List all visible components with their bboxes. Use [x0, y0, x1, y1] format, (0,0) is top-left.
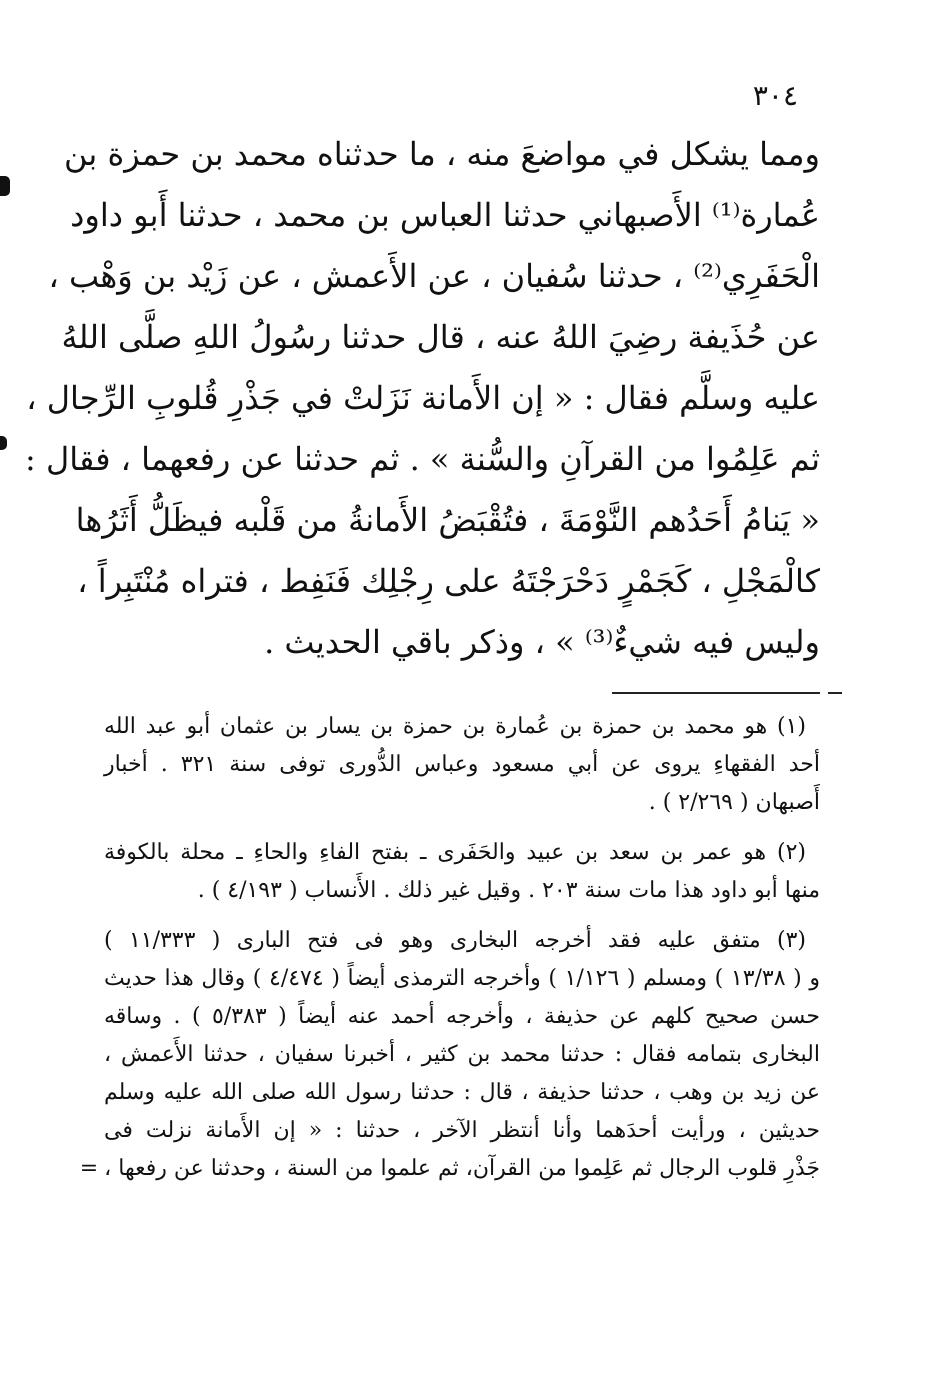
footnote-line: حديثين ، ورأيت أحدَهما وأنا أنتظر الآخر ، حدثنا : « إن الأَمانة نزلت فى — [104, 1118, 820, 1143]
main-text-line: ثم عَلِمُوا من القرآنِ والسُّنة » . ثم حدثنا عن رفعهما ، فقال : — [25, 440, 820, 478]
main-text-line: عن حُذَيفة رضِيَ اللهُ عنه ، قال حدثنا رسُولُ اللهِ صلَّى اللهُ — [61, 318, 820, 356]
footnote-line: و ( ١٣/٣٨ ) ومسلم ( ١/١٢٦ ) وأخرجه الترمذى أيضاً ( ٤/٤٧٤ ) وقال هذا حديث — [104, 966, 820, 991]
footnote-line-last — [79, 1150, 820, 1188]
footnote-line: (١) هو محمد بن حمزة بن عُمارة بن حمزة بن يسار بن عثمان أبو عبد الله — [104, 714, 806, 739]
main-text-block — [25, 124, 820, 673]
main-text-line: ومما يشكل في مواضعَ منه ، ما حدثناه محمد بن حمزة بن — [64, 135, 820, 173]
page-edge-mark — [0, 176, 10, 196]
footnote-divider — [612, 692, 820, 694]
main-text-line: « يَنامُ أَحَدُهم النَّوْمَةَ ، فتُقْبَضُ الأَمانةُ من قَلْبه فيظَلُّ أَثَرُها — [75, 501, 820, 539]
footnotes-section — [79, 708, 820, 1200]
main-text-line: عُمارة⁽¹⁾ الأَصبهاني حدثنا العباس بن محمد ، حدثنا أَبو داود — [70, 196, 820, 234]
footnote-line: عن زيد بن وهب ، حدثنا حذيفة ، قال : حدثنا رسول الله صلى الله عليه وسلم — [104, 1080, 820, 1105]
footnote-divider-dash — [828, 692, 842, 694]
footnote-line: أحد الفقهاءِ يروى عن أبي مسعود وعباس الدُّورى توفى سنة ٣٢١ . أخبار — [104, 752, 820, 777]
continuation-mark: = — [79, 1156, 99, 1181]
footnote-line: (٢) هو عمر بن سعد بن عبيد والحَفَرى ـ بفتح الفاءِ والحاءِ ـ محلة بالكوفة — [104, 840, 806, 865]
footnote-line: أَصبهان ( ٢/٢٦٩ ) . — [648, 790, 820, 815]
footnote-1 — [104, 708, 820, 822]
main-text-line: الْحَفَرِي⁽²⁾ ، حدثنا سُفيان ، عن الأَعمش ، عن زَيْد بن وَهْب ، — [48, 257, 820, 295]
main-text-line: عليه وسلَّم فقال : « إن الأَمانة نَزَلتْ في جَذْرِ قُلوبِ الرِّجال ، — [26, 379, 820, 417]
footnote-line: منها أبو داود هذا مات سنة ٢٠٣ . وقيل غير ذلك . الأَنساب ( ٤/١٩٣ ) . — [197, 878, 820, 903]
page-number: ٣٠٤ — [752, 79, 798, 112]
main-text-line: وليس فيه شيءٌ⁽³⁾ » ، وذكر باقي الحديث . — [264, 623, 820, 661]
footnote-line: حسن صحيح كلهم عن حذيفة ، وأخرجه أحمد عنه أيضاً ( ٥/٣٨٣ ) . وساقه — [104, 1004, 820, 1029]
footnote-line: (٣) متفق عليه فقد أخرجه البخارى وهو فى فتح البارى ( ١١/٣٣٣ ) — [104, 928, 807, 953]
page-edge-mark — [0, 436, 7, 450]
footnote-2 — [104, 834, 820, 910]
footnote-3 — [79, 922, 820, 1188]
footnote-line-text: جَذْرِ قلوب الرجال ثم عَلِموا من القرآن، ثم علموا من السنة ، وحدثنا عن رفعها ، — [104, 1156, 820, 1181]
footnote-line: البخارى بتمامه فقال : حدثنا محمد بن كثير ، أخبرنا سفيان ، حدثنا الأَعمش ، — [104, 1042, 820, 1067]
main-text-line: كالْمَجْلِ ، كَجَمْرٍ دَحْرَجْتَهُ على رِجْلِك فَنَفِط ، فتراه مُنْتَبِراً ، — [77, 562, 820, 600]
